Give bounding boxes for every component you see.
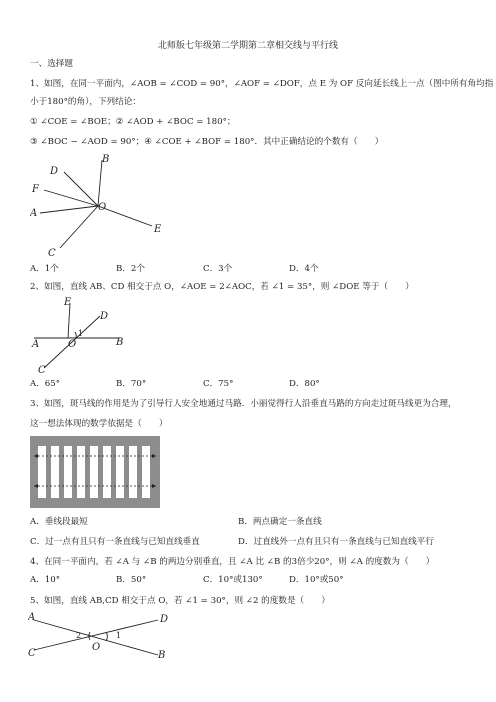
q5-label-1: 1 [116,631,122,640]
q5-label-o: O [92,642,101,653]
q4-option-c: C．10°或130° [203,575,263,585]
q2-label-d: D [100,311,109,322]
q1-label-d: D [50,166,59,177]
q1-option-d: D．4个 [289,264,319,274]
q1-option-c: C．3个 [203,264,233,274]
q2-option-c: C．75° [203,379,234,389]
q1-label-e: E [154,224,162,235]
q1-label-o: O [98,202,107,213]
q1-line1: 1、如图，在同一平面内，∠AOB = ∠COD = 90°，∠AOF = ∠DOF，点 E 为 OF 反向延长线上一点（图中所有角均指 [30,79,494,89]
q1-label-c: C [48,248,56,259]
q1-line3: ① ∠COE = ∠BOE；② ∠AOD + ∠BOC = 180°； [30,117,236,127]
q3-option-c: C．过一点有且只有一条直线与已知直线垂直 [30,537,200,547]
q2-option-b: B．70° [116,379,147,389]
q2-label-o: O [68,339,77,350]
page-title: 北师版七年级第二学期第二章相交线与平行线 [157,41,338,51]
section-heading: 一、选择题 [30,59,73,69]
q1-label-f: F [32,184,39,195]
q5-line1: 5、如图，直线 AB,CD 相交于点 O，若 ∠1 = 30°，则 ∠2 的度数是（ ） [30,596,330,606]
q2-label-1: 1 [78,329,84,338]
q3-line2: 这一想法体现的数学依据是（ ） [30,419,168,429]
q5-label-b: B [158,650,166,660]
q5-figure [28,610,178,660]
q4-line1: 4、在同一平面内，若 ∠A 与 ∠B 的两边分别垂直，且 ∠A 比 ∠B 的3倍少20°，则 ∠A 的度数为（ ） [30,557,435,567]
q3-option-d: D．过直线外一点有且只有一条直线与已知直线平行 [238,537,434,547]
q5-label-c: C [28,648,36,659]
q5-label-d: D [160,614,169,625]
q3-line1: 3、如图，斑马线的作用是为了引导行人安全地通过马路．小丽觉得行人沿垂直马路的方向走过斑马线更为合理， [30,399,457,409]
q1-line2: 小于180°的角），下列结论： [30,97,141,107]
q1-label-a: A [30,208,38,219]
q2-option-d: D．80° [289,379,320,389]
q4-option-d: D．10°或50° [289,575,344,585]
q2-label-e: E [64,297,72,308]
q1-label-b: B [102,154,110,165]
q3-option-b: B．两点确定一条直线 [238,517,322,527]
q5-label-2: 2 [76,631,82,640]
q2-label-c: C [38,365,46,375]
q1-line4: ③ ∠BOC − ∠AOD = 90°；④ ∠COE + ∠BOF = 180°．其中正确结论的个数有（ ） [30,137,384,147]
q4-option-b: B．50° [116,575,147,585]
q3-zebra-crossing-figure [30,436,160,508]
q1-option-b: B．2个 [116,264,145,274]
q3-option-a: A．垂线段最短 [30,517,88,527]
q5-label-a: A [28,612,36,623]
q2-line1: 2、如图，直线 AB、CD 相交于点 O，∠AOE = 2∠AOC，若 ∠1 = 35°，则 ∠DOE 等于（ ） [30,282,414,292]
q2-figure [30,295,140,375]
q2-option-a: A．65° [30,379,61,389]
q1-figure [30,150,170,260]
q2-label-b: B [116,337,124,348]
q2-label-a: A [32,339,40,350]
q4-option-a: A．10° [30,575,61,585]
q1-option-a: A．1个 [30,264,59,274]
